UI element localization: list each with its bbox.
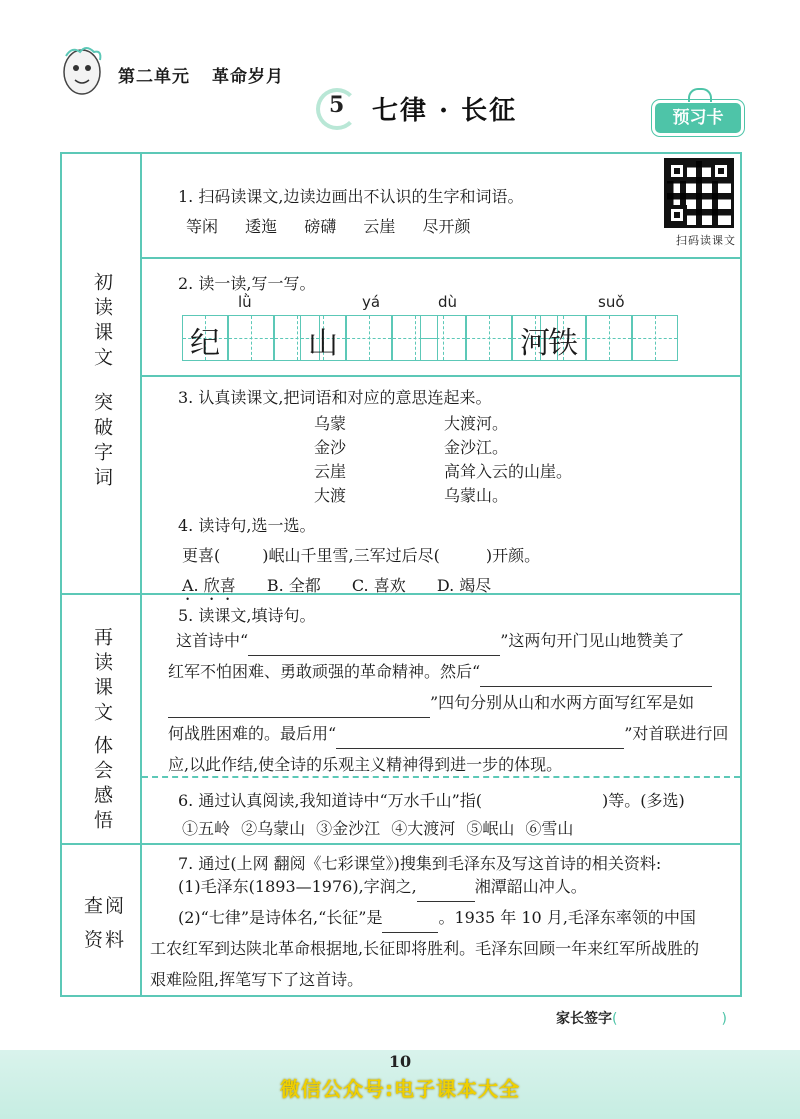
parent-signature xyxy=(556,1008,727,1028)
q2-blank-cell[interactable] xyxy=(346,315,392,361)
sidebar-label-first-read: 初读课文 xyxy=(91,272,113,372)
page-header xyxy=(0,0,800,150)
question-2 xyxy=(142,259,740,377)
lesson-number: 5 xyxy=(329,92,345,118)
q1-prompt: 1. 扫码读课文,边读边画出不认识的生字和词语。 xyxy=(178,187,524,206)
sidebar xyxy=(62,154,142,995)
q5-line: 应,以此作结,使全诗的乐观主义精神得到进一步的体现。 xyxy=(168,755,563,774)
q2-char: 纪 xyxy=(190,326,220,361)
q3-prompt: 3. 认真读课文,把词语和对应的意思连起来。 xyxy=(178,388,492,407)
q3-right-item[interactable]: 金沙江。 xyxy=(444,438,509,457)
q4-sentence-part: )开颜。 xyxy=(485,546,541,565)
q5-line xyxy=(168,656,728,687)
watermark-text: 微信公众号:电子课本大全 xyxy=(280,1077,520,1101)
signature-paren-close: ) xyxy=(721,1011,727,1027)
q2-pinyin: suǒ xyxy=(598,293,625,311)
q7-passage-cont xyxy=(150,933,730,995)
q1-word: 云崖 xyxy=(363,217,396,236)
sidebar-block-reread xyxy=(62,595,142,845)
q7-line xyxy=(178,902,728,933)
q7-line: 工农红军到达陕北革命根据地,长征即将胜利。毛泽东回顾一年来红军所战胜的 xyxy=(150,939,700,958)
sidebar-label-materials: 资料 xyxy=(84,929,127,951)
q7-text: (1)毛泽东(1893—1976),字润之, xyxy=(178,877,417,896)
q4-option[interactable]: D. 竭尽 xyxy=(436,576,492,595)
q1-word: 磅礴 xyxy=(304,217,337,236)
q2-char: 河 xyxy=(520,326,550,361)
q3-left-item[interactable]: 云崖 xyxy=(314,462,347,481)
q2-blank-cell[interactable] xyxy=(586,315,632,361)
q3-left-item[interactable]: 乌蒙 xyxy=(314,414,347,433)
q1-word: 等闲 xyxy=(186,217,219,236)
unit-theme: 革命岁月 xyxy=(212,67,284,87)
sidebar-block-reading xyxy=(62,154,142,595)
q6-prompt-part: 6. 通过认真阅读,我知道诗中“万水千山”指( xyxy=(178,791,483,810)
q5-text: ”四句分别从山和水两方面写红军是如 xyxy=(430,693,695,712)
q4-option[interactable]: C. 喜欢 xyxy=(351,576,406,595)
q2-char: 铁 xyxy=(548,326,578,361)
q6-options[interactable]: ①五岭 ②乌蒙山 ③金沙江 ④大渡河 ⑤岷山 ⑥雪山 xyxy=(182,819,574,838)
sidebar-label-lookup: 查阅 xyxy=(84,895,127,917)
content-area xyxy=(142,154,740,995)
q5-passage xyxy=(168,625,728,780)
parent-signature-label: 家长签字 xyxy=(556,1011,612,1027)
q3-left-item[interactable]: 金沙 xyxy=(314,438,347,457)
q5-line xyxy=(168,625,728,656)
q2-prompt: 2. 读一读,写一写。 xyxy=(178,274,316,293)
q7-passage xyxy=(178,871,728,933)
worksheet-frame xyxy=(60,152,742,997)
q6-prompt xyxy=(178,788,685,811)
q2-char: 山 xyxy=(308,326,338,361)
q1-word: 逶迤 xyxy=(245,217,278,236)
q1-word: 尽开颜 xyxy=(422,217,471,236)
q4-sentence-part: 更喜( xyxy=(182,546,221,565)
qr-code-icon[interactable] xyxy=(664,158,734,228)
q5-line xyxy=(168,687,728,718)
q5-text: 何战胜困难的。最后用“ xyxy=(168,724,337,743)
q7-text: 湘潭韶山冲人。 xyxy=(474,877,587,896)
q4-option[interactable]: A. 欣喜 xyxy=(182,576,236,595)
q7-line: 艰难险阻,挥笔写下了这首诗。 xyxy=(150,970,364,989)
q7-line xyxy=(178,871,728,902)
q7-text: 。1935 年 10 月,毛泽东率领的中国 xyxy=(438,908,696,927)
question-3-4 xyxy=(142,377,740,595)
q5-text: ”对首联进行回 xyxy=(624,724,729,743)
q1-word-list xyxy=(186,214,492,237)
q5-line xyxy=(168,718,728,749)
preview-card-tag: 预习卡 xyxy=(652,100,744,136)
unit-name: 第二单元 xyxy=(118,67,190,87)
sidebar-block-research xyxy=(62,845,142,995)
q2-pinyin: lǜ xyxy=(238,293,252,311)
unit-heading xyxy=(118,62,306,87)
sidebar-label-vocab: 突破字词 xyxy=(91,392,113,492)
q5-text: ”这两句开门见山地赞美了 xyxy=(500,631,685,650)
q2-blank-cell[interactable] xyxy=(632,315,678,361)
lesson-title: 七律 · 长征 xyxy=(372,96,518,126)
q6-prompt-part: )等。(多选) xyxy=(602,791,685,810)
q2-char-cell xyxy=(182,315,228,361)
sidebar-label-feel: 体会感悟 xyxy=(91,735,113,835)
q4-sentence xyxy=(182,543,540,566)
question-1 xyxy=(142,154,740,259)
q2-pinyin: dù xyxy=(438,293,458,311)
question-6 xyxy=(142,778,740,845)
q3-right-item[interactable]: 高耸入云的山崖。 xyxy=(444,462,573,481)
signature-paren-open: ( xyxy=(612,1011,618,1027)
q7-prompt: 7. 通过(上网 翻阅《七彩课堂》)搜集到毛泽东及写这首诗的相关资料: xyxy=(178,854,662,873)
q2-blank-cell[interactable] xyxy=(420,315,466,361)
page-number: 10 xyxy=(388,1052,412,1071)
q3-left-item[interactable]: 大渡 xyxy=(314,486,347,505)
q4-prompt: 4. 读诗句,选一选。 xyxy=(178,516,316,535)
mascot-icon xyxy=(58,42,106,98)
q4-option[interactable]: B. 全都 xyxy=(266,576,321,595)
q2-blank-cell[interactable] xyxy=(466,315,512,361)
sidebar-label-reread: 再读课文 xyxy=(91,627,113,727)
q5-prompt: 5. 读课文,填诗句。 xyxy=(178,606,316,625)
question-5 xyxy=(142,595,740,778)
q3-right-item[interactable]: 乌蒙山。 xyxy=(444,486,509,505)
q7-text: (2)“七律”是诗体名,“长征”是 xyxy=(178,908,383,927)
q4-sentence-part: )岷山千里雪,三军过后尽( xyxy=(262,546,440,565)
q2-char-cell xyxy=(300,315,346,361)
q5-text: 这首诗中“ xyxy=(176,631,249,650)
q3-right-item[interactable]: 大渡河。 xyxy=(444,414,509,433)
qr-code-label: 扫码读课文 xyxy=(676,234,736,247)
q2-pinyin: yá xyxy=(362,293,381,311)
q5-text: 红军不怕困难、勇敢顽强的革命精神。然后“ xyxy=(168,662,481,681)
q2-blank-cell[interactable] xyxy=(228,315,274,361)
q2-char-cell xyxy=(540,315,586,361)
question-7 xyxy=(142,845,740,995)
